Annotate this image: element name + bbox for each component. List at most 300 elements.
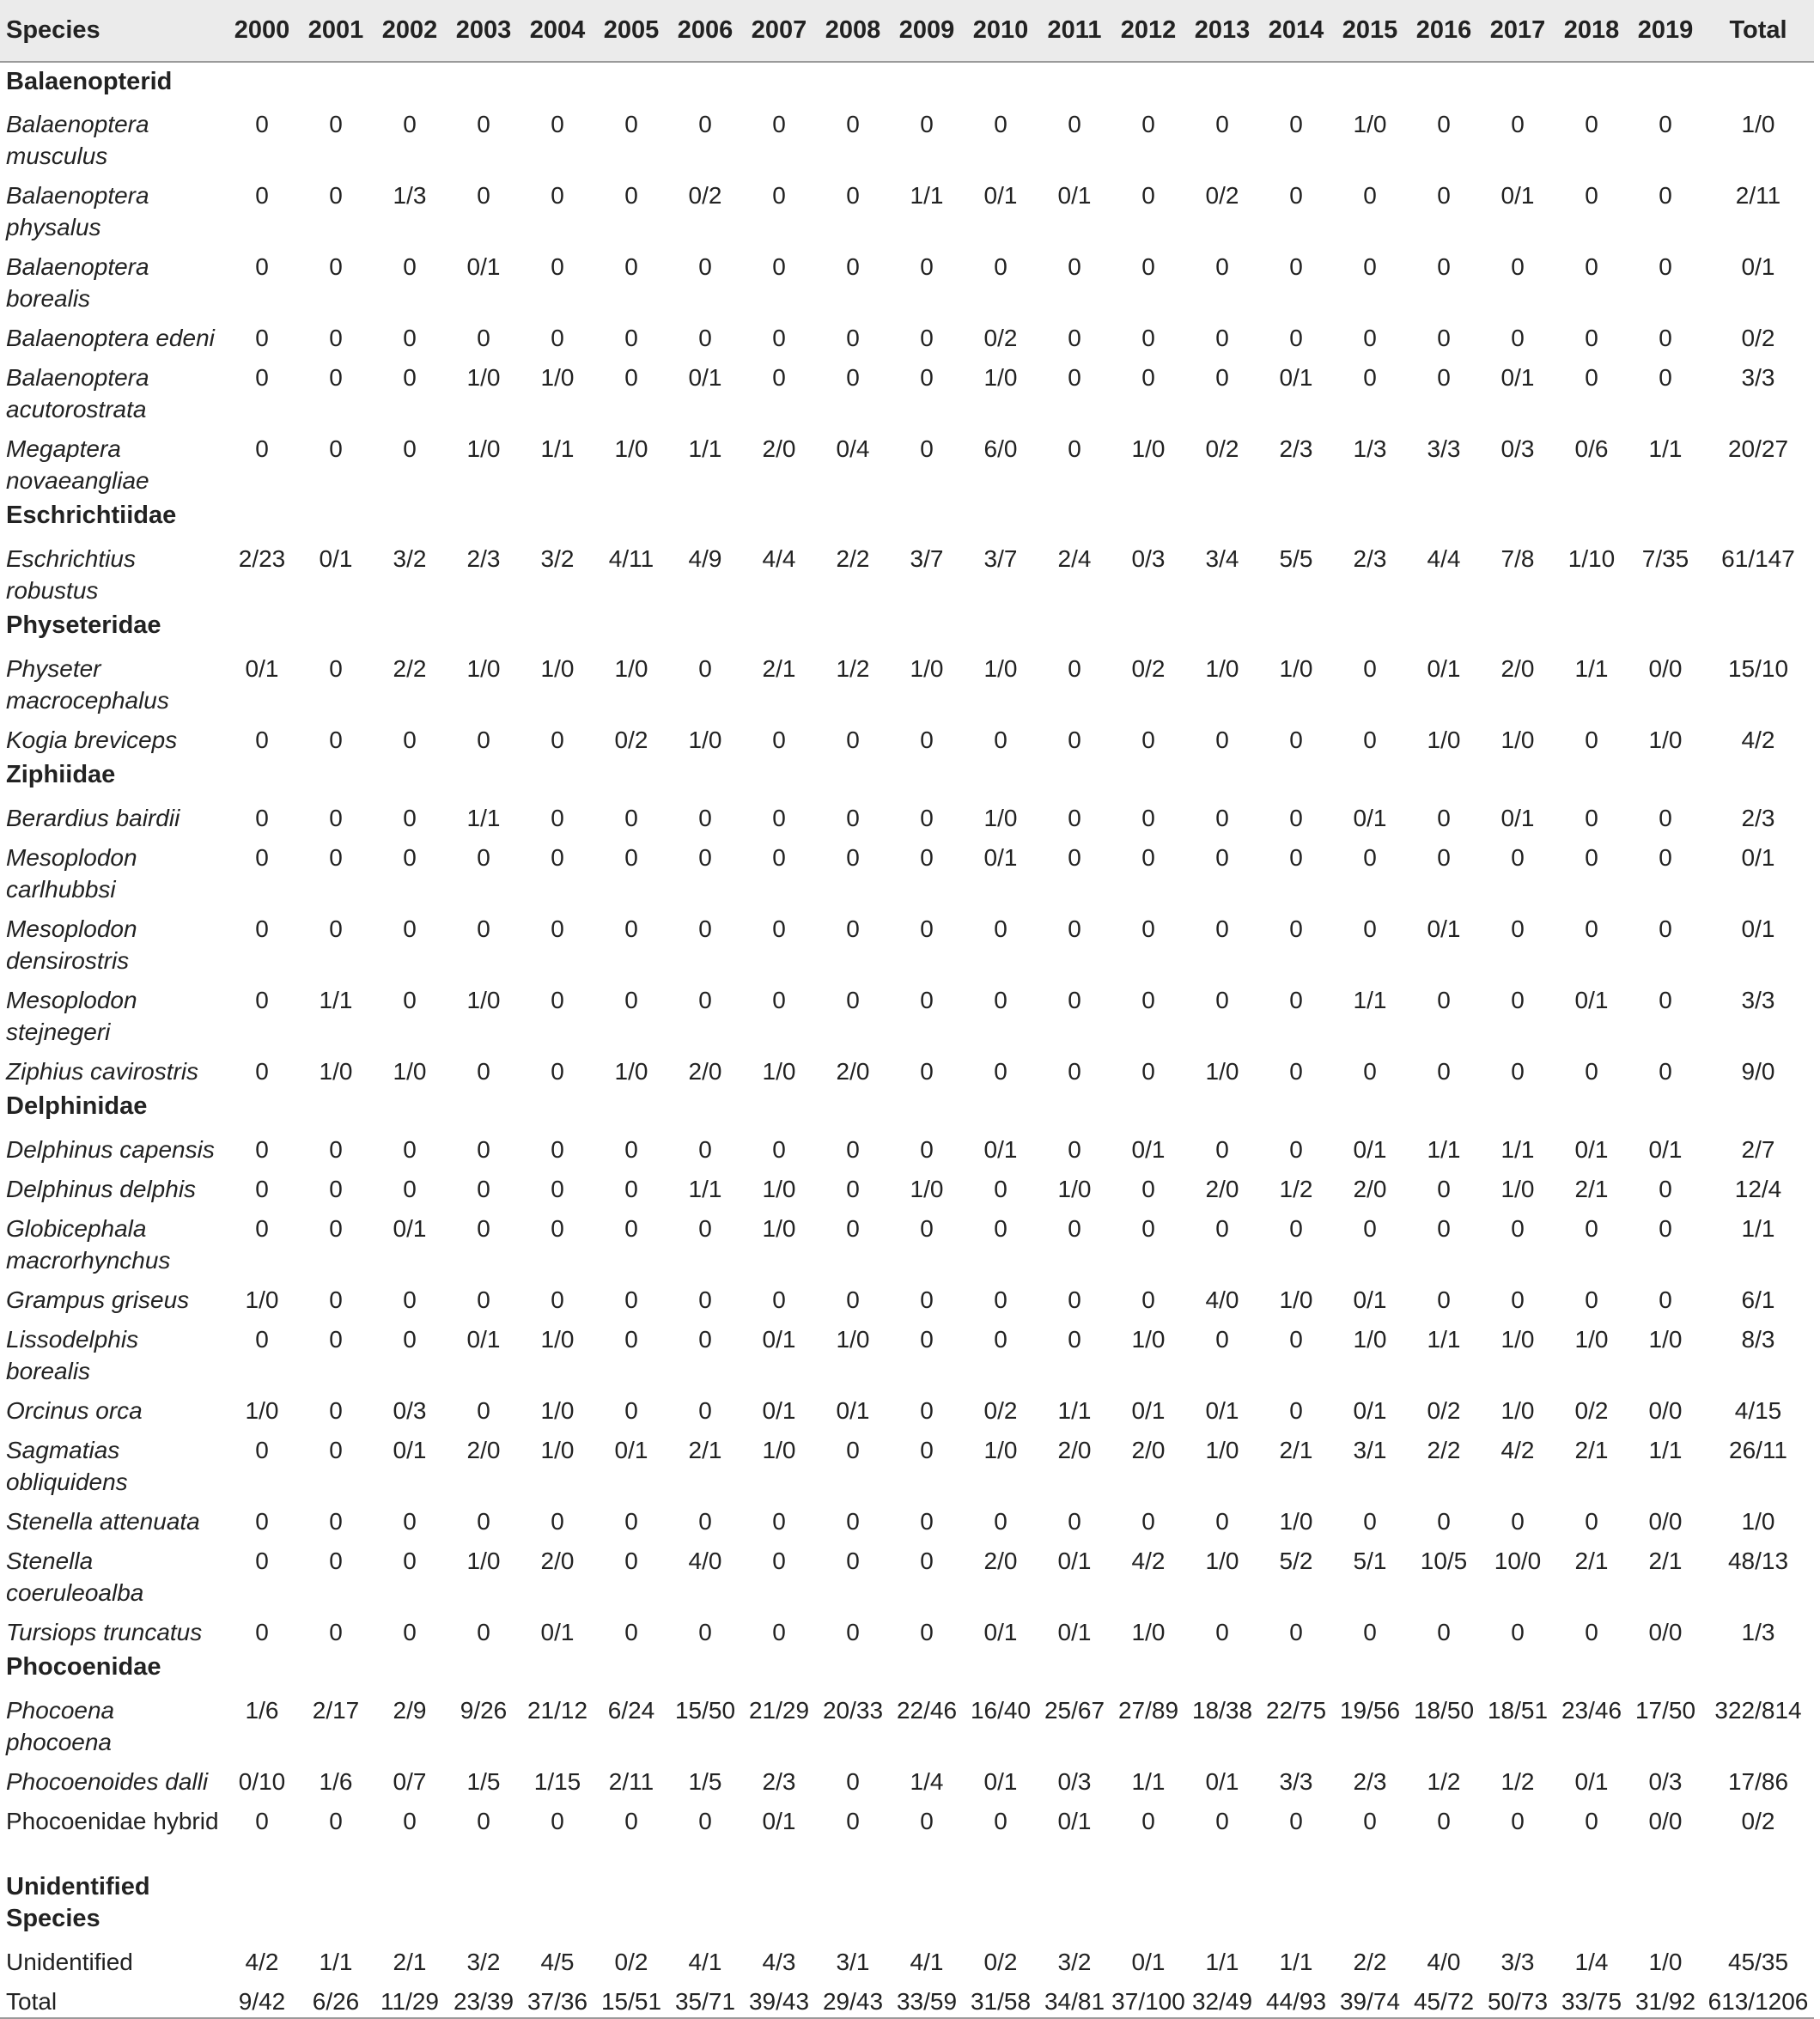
year-cell: 0 [1437,1215,1451,1242]
year-cell: 0 [477,182,490,209]
year-cell: 0/1 [983,844,1018,871]
species-name: Berardius bairdii [6,805,180,831]
year-cell: 0 [846,987,860,1013]
year-cell: 0 [624,1215,638,1242]
year-cell: 0/1 [762,1326,796,1353]
row-total-cell: 6/1 [1741,1286,1775,1313]
year-cell: 0 [920,915,934,942]
year-cell: 0 [329,435,343,462]
year-cell: 0 [551,1136,564,1163]
year-cell: 1/0 [762,1176,796,1202]
species-name: Orcinus orca [6,1397,143,1424]
table-row [0,1797,1814,1868]
year-cell: 0 [477,1136,490,1163]
year-cell: 0 [403,1619,417,1645]
year-cell: 0 [624,325,638,351]
year-cell: 0 [624,805,638,831]
year-cell: 4/2 [1500,1437,1535,1463]
year-cell: 0 [1068,915,1081,942]
year-cell: 0 [624,1136,638,1163]
row-total-cell: 1/0 [1741,111,1775,137]
year-cell: 2/1 [393,1949,427,1975]
year-cell: 0 [1363,364,1377,391]
year-cell: 0 [846,325,860,351]
year-cell: 0 [846,1768,860,1795]
year-cell: 25/67 [1044,1697,1105,1724]
year-cell: 0 [1289,325,1303,351]
table-row [0,1387,1814,1426]
year-cell: 0 [698,325,712,351]
year-cell: 0 [920,1619,934,1645]
table-row [0,425,1814,496]
year-cell: 0 [624,987,638,1013]
table-row [0,716,1814,756]
year-cell: 0 [1141,1808,1155,1834]
species-name: Sagmatias obliquidens [6,1437,128,1495]
year-cell: 0 [1659,364,1672,391]
year-cell: 3/7 [910,545,944,572]
year-cell: 0 [1068,1508,1081,1535]
year-cell: 0 [846,253,860,280]
year-cell: 0 [994,253,1007,280]
row-total-cell: 4/2 [1741,727,1775,753]
year-cell: 0 [1585,805,1598,831]
year-cell: 0/1 [1057,1619,1092,1645]
species-name: Ziphius cavirostris [6,1058,199,1085]
year-cell: 2/0 [466,1437,501,1463]
year-cell: 0 [255,253,269,280]
year-cell: 0 [1363,1215,1377,1242]
year-cell: 0 [1585,1808,1598,1834]
year-cell: 2/0 [836,1058,870,1085]
year-cell: 0/1 [1427,915,1461,942]
year-cell: 0/1 [1205,1397,1239,1424]
year-cell: 1/0 [910,1176,944,1202]
table-row [0,1426,1814,1498]
year-cell: 1/0 [466,655,501,682]
table-row [0,1205,1814,1276]
year-cell: 0 [255,987,269,1013]
year-cell: 3/1 [836,1949,870,1975]
year-cell: 0 [1511,987,1525,1013]
row-total-cell: 8/3 [1741,1326,1775,1353]
year-cell: 3/3 [1500,1949,1535,1975]
year-cell: 0 [920,435,934,462]
year-cell: 0 [994,915,1007,942]
year-cell: 0 [477,111,490,137]
year-cell: 0 [329,1508,343,1535]
year-cell: 0 [1437,1058,1451,1085]
year-cell: 1/0 [1648,1326,1683,1353]
total-cell: 37/36 [520,1978,594,2018]
year-cell: 0/1 [1279,364,1313,391]
year-cell: 1/0 [1279,1286,1313,1313]
year-cell: 1/0 [1574,1326,1609,1353]
column-header: 2019 [1628,0,1702,62]
year-cell: 18/38 [1191,1697,1253,1724]
table-row [0,1498,1814,1537]
species-name: Balaenoptera physalus [6,182,149,240]
year-cell: 0 [1659,805,1672,831]
year-cell: 0 [1141,325,1155,351]
year-cell: 0 [329,1437,343,1463]
year-cell: 3/4 [1205,545,1239,572]
year-cell: 0 [920,253,934,280]
year-cell: 0 [1289,182,1303,209]
year-cell: 1/1 [1057,1397,1092,1424]
row-total-cell: 3/3 [1741,364,1775,391]
year-cell: 0 [1659,111,1672,137]
year-cell: 0 [329,844,343,871]
year-cell: 1/0 [762,1215,796,1242]
table-row [0,976,1814,1048]
year-cell: 0 [1068,805,1081,831]
year-cell: 0 [1659,987,1672,1013]
year-cell: 4/4 [762,545,796,572]
year-cell: 0 [1141,1508,1155,1535]
species-name: Stenella attenuata [6,1508,200,1535]
species-name: Physeter macrocephalus [6,655,169,714]
year-cell: 0 [403,844,417,871]
year-cell: 0 [1511,1808,1525,1834]
year-cell: 0/1 [614,1437,648,1463]
year-cell: 0 [624,1397,638,1424]
year-cell: 2/11 [608,1768,654,1795]
year-cell: 1/1 [1648,1437,1683,1463]
column-header: 2017 [1481,0,1555,62]
year-cell: 3/2 [1057,1949,1092,1975]
year-cell: 0 [1437,1176,1451,1202]
year-cell: 0 [698,253,712,280]
year-cell: 0 [1141,1176,1155,1202]
year-cell: 2/0 [1500,655,1535,682]
year-cell: 0/2 [614,1949,648,1975]
year-cell: 5/2 [1279,1548,1313,1574]
year-cell: 0 [477,1619,490,1645]
species-name: Phocoena phocoena [6,1697,115,1755]
table-row [0,172,1814,243]
total-cell: 6/26 [299,1978,373,2018]
year-cell: 0 [477,1058,490,1085]
year-cell: 0 [1659,1176,1672,1202]
year-cell: 4/5 [540,1949,575,1975]
row-total-cell: 12/4 [1734,1176,1782,1202]
year-cell: 0 [551,805,564,831]
table-row [0,905,1814,976]
year-cell: 0/1 [1057,1548,1092,1574]
year-cell: 0 [255,364,269,391]
year-cell: 0 [920,1397,934,1424]
year-cell: 0 [1215,1215,1229,1242]
row-total-cell: 20/27 [1727,435,1789,462]
year-cell: 0 [772,915,786,942]
year-cell: 0 [772,325,786,351]
year-cell: 0 [846,727,860,753]
year-cell: 4/4 [1427,545,1461,572]
year-cell: 0 [403,915,417,942]
year-cell: 0 [1215,253,1229,280]
year-cell: 0/1 [393,1437,427,1463]
year-cell: 0 [1141,727,1155,753]
year-cell: 0/1 [466,1326,501,1353]
year-cell: 21/12 [527,1697,588,1724]
column-header: 2000 [225,0,299,62]
year-cell: 0 [403,1508,417,1535]
year-cell: 0 [1068,1058,1081,1085]
year-cell: 1/0 [1131,1619,1166,1645]
year-cell: 2/0 [762,435,796,462]
year-cell: 0/1 [1353,805,1387,831]
year-cell: 0 [624,844,638,871]
year-cell: 0 [1215,1326,1229,1353]
year-cell: 4/0 [1427,1949,1461,1975]
year-cell: 1/5 [466,1768,501,1795]
year-cell: 0 [624,1619,638,1645]
year-cell: 0 [1141,253,1155,280]
table-row [0,1687,1814,1758]
year-cell: 0 [477,1397,490,1424]
year-cell: 0 [403,364,417,391]
year-cell: 0 [329,1808,343,1834]
year-cell: 15/50 [674,1697,736,1724]
year-cell: 0 [1437,364,1451,391]
row-total-cell: 4/15 [1734,1397,1782,1424]
year-cell: 0 [1289,844,1303,871]
year-cell: 0 [698,915,712,942]
year-cell: 0 [1215,727,1229,753]
year-cell: 0 [994,111,1007,137]
year-cell: 1/0 [1500,727,1535,753]
species-name: Mesoplodon stejnegeri [6,987,137,1045]
year-cell: 0 [1141,987,1155,1013]
year-cell: 0 [551,182,564,209]
year-cell: 0/1 [245,655,279,682]
year-cell: 3/2 [540,545,575,572]
year-cell: 1/0 [466,364,501,391]
year-cell: 3/2 [466,1949,501,1975]
species-name: Lissodelphis borealis [6,1326,139,1384]
column-header: 2010 [964,0,1038,62]
total-cell: 37/100 [1111,1978,1185,2018]
year-cell: 2/0 [1131,1437,1166,1463]
total-cell: 50/73 [1481,1978,1555,2018]
row-total-cell: 1/3 [1741,1619,1775,1645]
year-cell: 0 [551,253,564,280]
year-cell: 0 [920,1326,934,1353]
year-cell: 0 [772,1548,786,1574]
year-cell: 0 [1363,1058,1377,1085]
year-cell: 1/0 [393,1058,427,1085]
year-cell: 1/1 [1500,1136,1535,1163]
year-cell: 0 [698,1136,712,1163]
year-cell: 0 [772,1286,786,1313]
year-cell: 0 [1289,1215,1303,1242]
table-row [0,243,1814,314]
year-cell: 0 [1215,364,1229,391]
year-cell: 0 [1141,1215,1155,1242]
year-cell: 0/1 [1131,1136,1166,1163]
year-cell: 1/0 [1353,1326,1387,1353]
year-cell: 0 [698,1397,712,1424]
year-cell: 0 [624,1286,638,1313]
year-cell: 4/2 [1131,1548,1166,1574]
family-row [0,1648,1814,1687]
row-total-cell: 48/13 [1727,1548,1789,1574]
year-cell: 7/35 [1641,545,1689,572]
year-cell: 9/26 [460,1697,508,1724]
year-cell: 1/0 [1648,727,1683,753]
year-cell: 0 [624,1326,638,1353]
year-cell: 0 [329,727,343,753]
year-cell: 0 [1511,915,1525,942]
year-cell: 0 [1363,1808,1377,1834]
year-cell: 0 [1511,1619,1525,1645]
year-cell: 18/51 [1487,1697,1549,1724]
row-total-cell: 61/147 [1721,545,1795,572]
year-cell: 1/1 [319,987,353,1013]
year-cell: 0/2 [1427,1397,1461,1424]
year-cell: 0 [1659,1286,1672,1313]
total-cell: 23/39 [447,1978,520,2018]
species-name: Balaenoptera edeni [6,325,215,351]
year-cell: 0 [1215,844,1229,871]
year-cell: 0/1 [983,1136,1018,1163]
year-cell: 0 [846,1286,860,1313]
total-cell: 32/49 [1185,1978,1259,2018]
year-cell: 1/15 [533,1768,581,1795]
year-cell: 0 [1215,1619,1229,1645]
year-cell: 0 [255,1619,269,1645]
row-total-cell: 2/3 [1741,805,1775,831]
year-cell: 0/1 [1057,1808,1092,1834]
year-cell: 0 [255,1058,269,1085]
total-cell: 44/93 [1259,1978,1333,2018]
year-cell: 0 [1289,727,1303,753]
year-cell: 1/2 [1427,1768,1461,1795]
year-cell: 0/0 [1648,1808,1683,1834]
year-cell: 0 [255,844,269,871]
year-cell: 10/0 [1494,1548,1542,1574]
year-cell: 0 [920,111,934,137]
year-cell: 0 [1068,253,1081,280]
year-cell: 0 [329,111,343,137]
year-cell: 0 [1068,435,1081,462]
year-cell: 5/1 [1353,1548,1387,1574]
year-cell: 0 [255,182,269,209]
year-cell: 0 [1437,844,1451,871]
year-cell: 0 [551,1215,564,1242]
year-cell: 0/3 [1648,1768,1683,1795]
row-total-cell: 1/0 [1741,1508,1775,1535]
header-row [0,0,1814,62]
year-cell: 0/2 [983,1949,1018,1975]
year-cell: 0 [698,1808,712,1834]
year-cell: 1/1 [540,435,575,462]
year-cell: 0 [772,111,786,137]
total-cell: 31/92 [1628,1978,1702,2018]
year-cell: 0 [1585,844,1598,871]
year-cell: 0/1 [1574,1136,1609,1163]
year-cell: 0 [1511,1508,1525,1535]
year-cell: 0 [1585,111,1598,137]
table-row [0,645,1814,716]
year-cell: 0 [1585,182,1598,209]
table-row [0,1048,1814,1087]
year-cell: 0 [1215,1808,1229,1834]
year-cell: 0/1 [1057,182,1092,209]
year-cell: 0 [551,915,564,942]
year-cell: 0/1 [1500,364,1535,391]
year-cell: 0 [1289,111,1303,137]
year-cell: 0 [403,1136,417,1163]
row-total-cell: 1/1 [1741,1215,1775,1242]
year-cell: 1/1 [1574,655,1609,682]
year-cell: 0 [1289,1326,1303,1353]
year-cell: 0 [1511,111,1525,137]
year-cell: 0 [624,182,638,209]
total-row [0,1978,1814,2018]
year-cell: 0 [1068,111,1081,137]
total-cell: 15/51 [594,1978,668,2018]
year-cell: 0 [255,1808,269,1834]
year-cell: 0/0 [1648,1397,1683,1424]
year-cell: 1/0 [614,435,648,462]
year-cell: 0 [477,844,490,871]
year-cell: 0 [1289,805,1303,831]
year-cell: 1/4 [1574,1949,1609,1975]
species-name: Globicephala macrorhynchus [6,1215,171,1274]
year-cell: 0 [920,1136,934,1163]
year-cell: 0 [1659,915,1672,942]
year-cell: 1/0 [983,1437,1018,1463]
family-name: Physeteridae [6,611,161,639]
year-cell: 0 [698,987,712,1013]
column-header: 2013 [1185,0,1259,62]
year-cell: 0 [1068,1326,1081,1353]
year-cell: 0 [920,805,934,831]
year-cell: 1/1 [1131,1768,1166,1795]
row-total-cell: 15/10 [1727,655,1789,682]
year-cell: 0 [1437,1508,1451,1535]
year-cell: 0 [846,1215,860,1242]
year-cell: 0 [1585,1508,1598,1535]
year-cell: 0/1 [1574,987,1609,1013]
year-cell: 0 [255,1215,269,1242]
year-cell: 0 [1289,1808,1303,1834]
year-cell: 1/0 [1648,1949,1683,1975]
year-cell: 0 [1289,915,1303,942]
year-cell: 6/0 [983,435,1018,462]
year-cell: 0 [1437,1286,1451,1313]
year-cell: 1/0 [540,1437,575,1463]
column-header: 2003 [447,0,520,62]
year-cell: 0 [1437,111,1451,137]
year-cell: 0 [1289,1136,1303,1163]
year-cell: 0/1 [983,182,1018,209]
year-cell: 1/0 [1131,1326,1166,1353]
year-cell: 0 [1068,987,1081,1013]
year-cell: 0 [1141,182,1155,209]
year-cell: 1/0 [319,1058,353,1085]
year-cell: 1/1 [319,1949,353,1975]
year-cell: 1/2 [836,655,870,682]
column-header: 2015 [1333,0,1407,62]
year-cell: 0 [1141,1058,1155,1085]
family-row [0,606,1814,645]
year-cell: 0 [920,1548,934,1574]
year-cell: 0 [1141,1286,1155,1313]
year-cell: 0/1 [1500,182,1535,209]
